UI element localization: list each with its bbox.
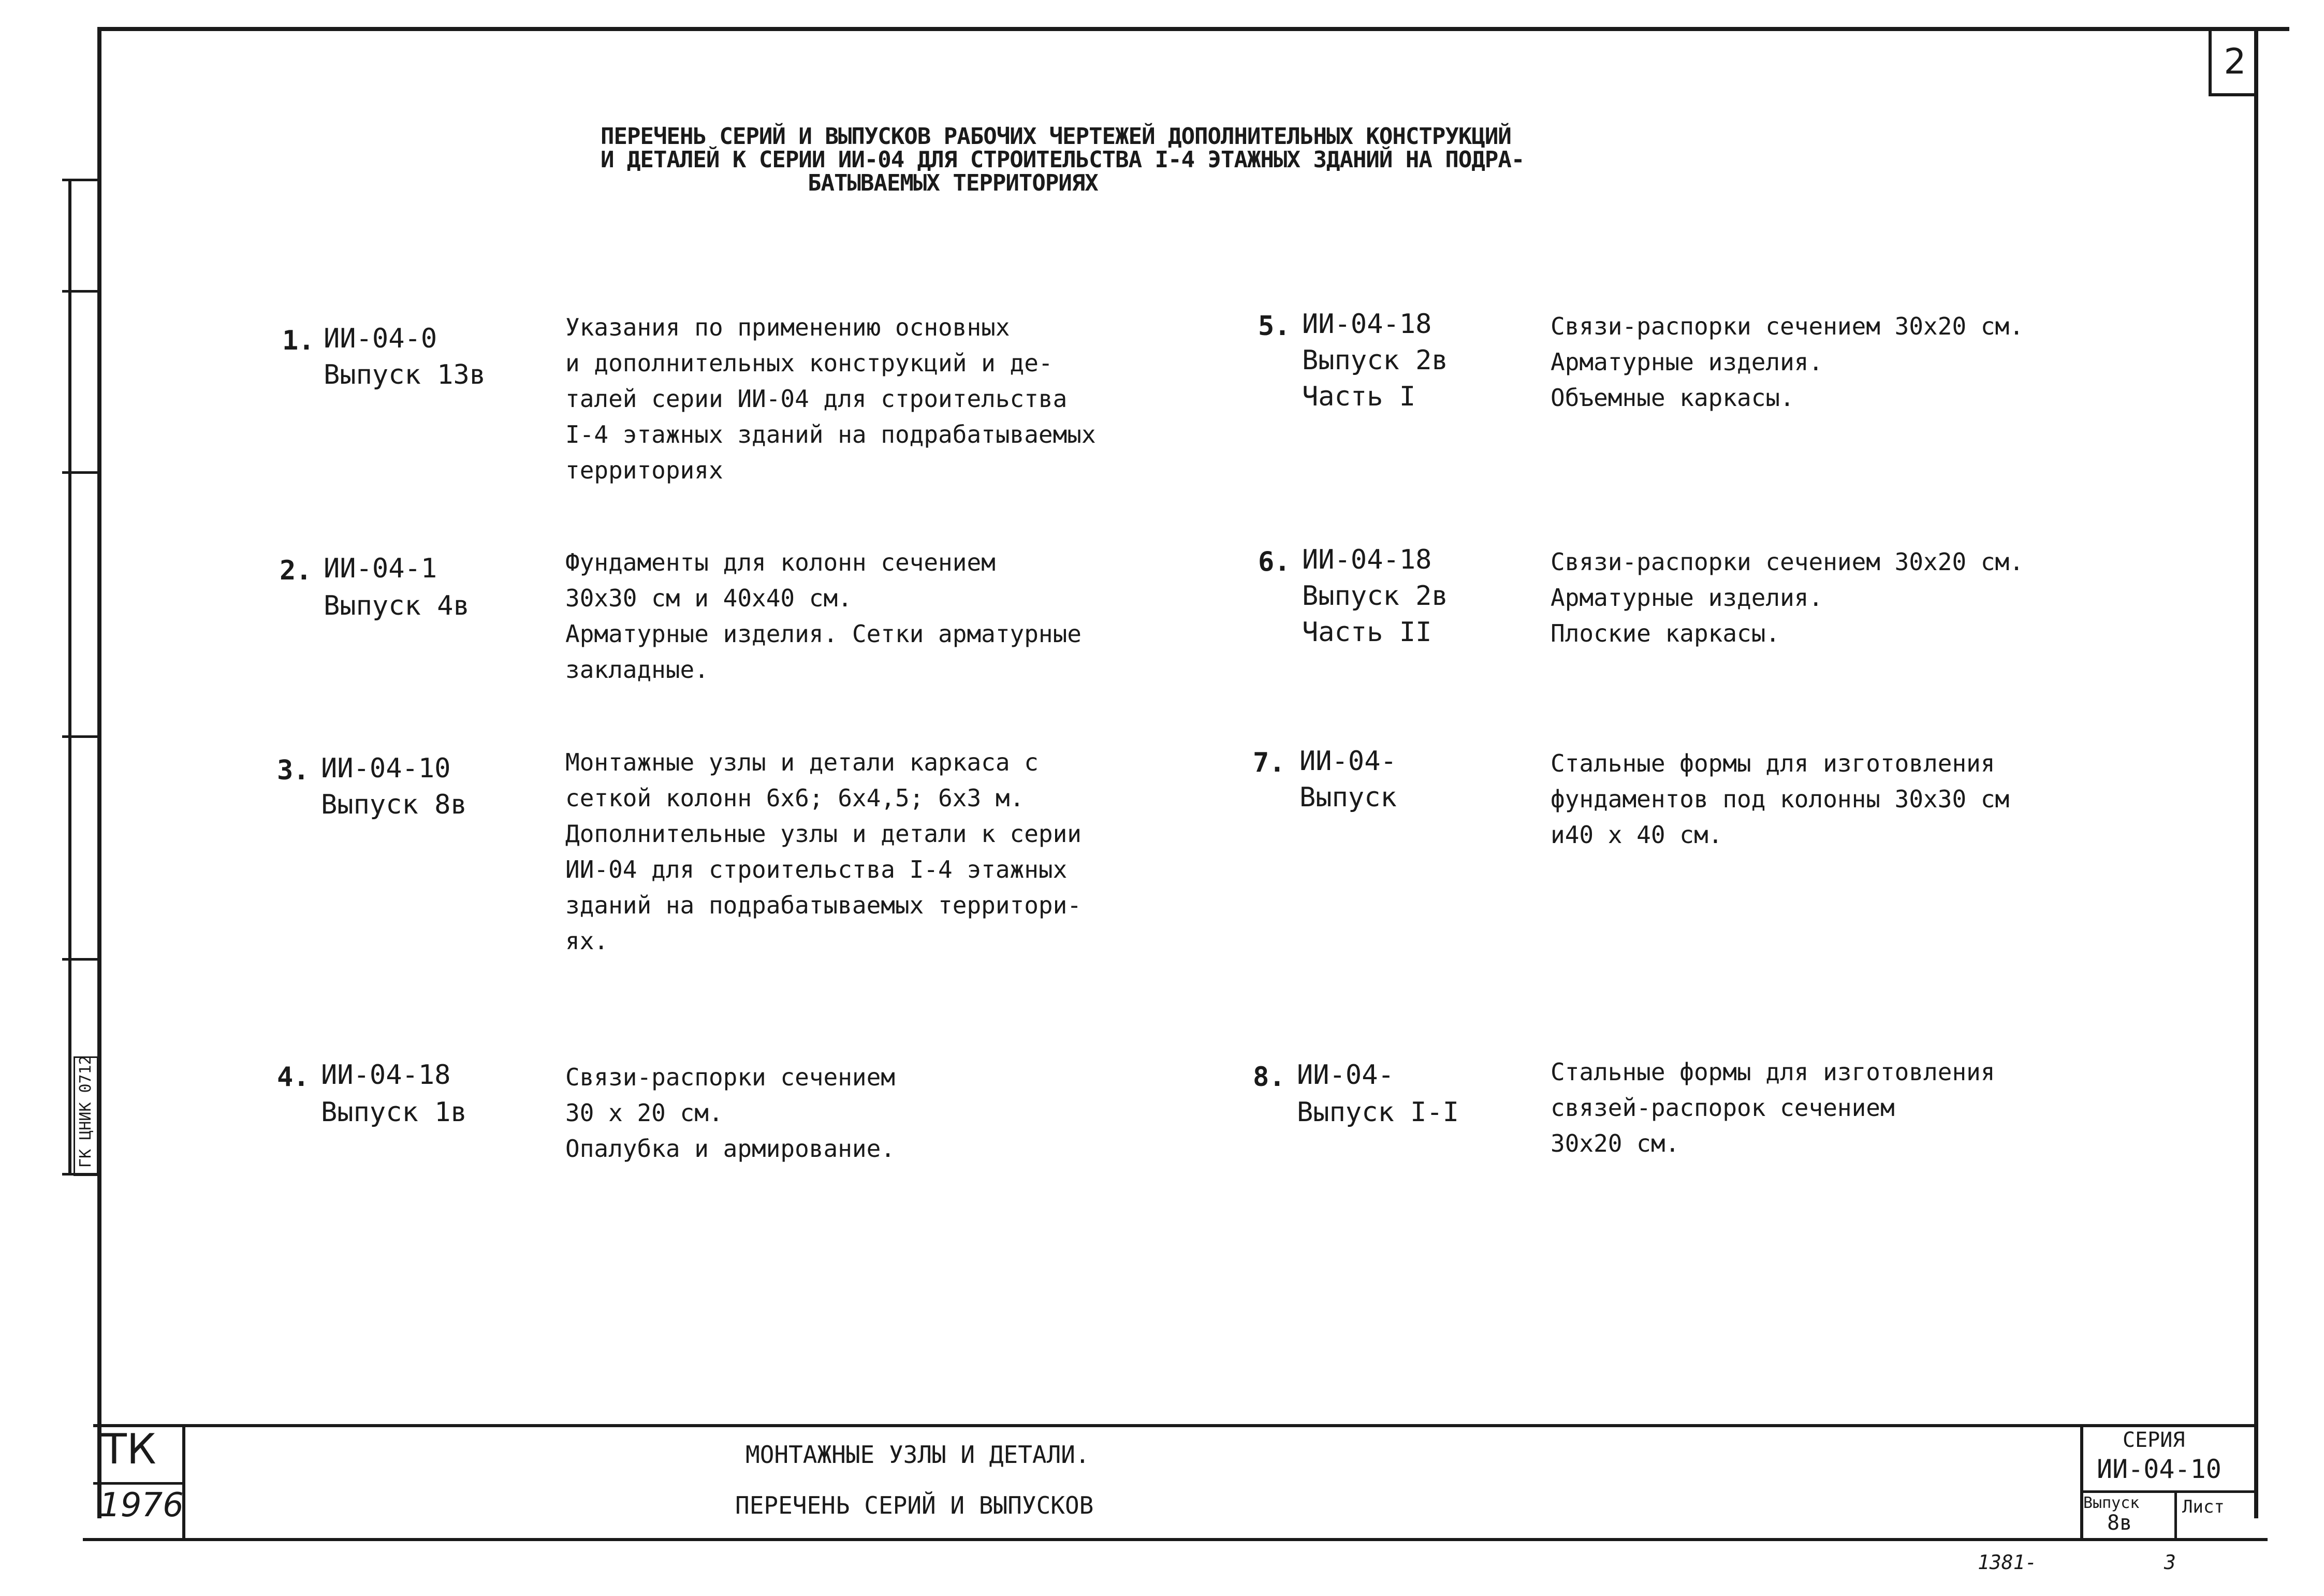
item-code: ИИ-04-0 <box>324 323 437 354</box>
page-number-box <box>2209 31 2258 96</box>
item-issue: Выпуск I-I <box>1297 1097 1459 1128</box>
bottom-note-right: 3 <box>2164 1551 2176 1574</box>
binding-tick <box>62 179 97 181</box>
binding-tick <box>62 471 97 474</box>
item-number: 2. <box>280 555 312 586</box>
item-code: ИИ-04-18 <box>1302 544 1432 575</box>
issue-value: 8в <box>2107 1511 2132 1535</box>
item-description: Стальные формы для изготовления связей-распорок сечением 30х20 см. <box>1551 1058 1995 1157</box>
item-description: Связи-распорки сечением 30х20 см. Арматурные изделия. Плоские каркасы. <box>1551 548 2024 647</box>
item-description: Монтажные узлы и детали каркаса с сеткой колонн 6х6; 6х4,5; 6х3 м. Дополнительные узлы и детали к серии ИИ-04 для строительства I-4 этажных зданий на подрабатываемых территори- ях. <box>565 748 1081 955</box>
stamp-title-line-1: МОНТАЖНЫЕ УЗЛЫ И ДЕТАЛИ. <box>746 1441 1090 1469</box>
item-number: 6. <box>1258 546 1291 577</box>
binding-line <box>68 179 71 1173</box>
frame-left <box>97 27 101 1518</box>
binding-tick <box>62 735 97 738</box>
item-issue: Выпуск 2в <box>1302 345 1448 376</box>
item-number: 1. <box>282 325 315 356</box>
title-line-3: БАТЫВАЕМЫХ ТЕРРИТОРИЯХ <box>808 170 1098 196</box>
item-part: Часть II <box>1302 617 1432 648</box>
stamp-sheet-divider <box>2174 1490 2177 1541</box>
bottom-note-left: 1381- <box>1978 1551 2037 1574</box>
stamp-series-line <box>2080 1490 2258 1493</box>
item-issue: Выпуск 2в <box>1302 581 1448 612</box>
stamp-divider-right <box>2080 1424 2083 1541</box>
item-issue: Выпуск 13в <box>324 359 486 390</box>
item-issue: Выпуск 8в <box>321 789 467 820</box>
item-number: 3. <box>277 755 310 786</box>
item-description: Фундаменты для колонн сечением 30х30 см и 40х40 см. Арматурные изделия. Сетки арматурные закладные. <box>565 548 1081 684</box>
item-part: Часть I <box>1302 381 1416 412</box>
item-code: ИИ-04-18 <box>321 1060 451 1091</box>
page-number: 2 <box>2224 41 2246 82</box>
title-line-2: И ДЕТАЛЕЙ К СЕРИИ ИИ-04 ДЛЯ СТРОИТЕЛЬСТВА I-4 ЭТАЖНЫХ ЗДАНИЙ НА ПОДРА- <box>601 147 1525 173</box>
item-description: Стальные формы для изготовления фундаментов под колонны 30х30 см и40 х 40 см. <box>1551 749 2010 849</box>
item-description: Связи-распорки сечением 30х20 см. Арматурные изделия. Объемные каркасы. <box>1551 312 2024 412</box>
item-code: ИИ-04- <box>1299 746 1397 777</box>
item-issue: Выпуск 4в <box>324 590 470 621</box>
stamp-title-line-2: ПЕРЕЧЕНЬ СЕРИЙ И ВЫПУСКОВ <box>735 1491 1094 1519</box>
item-code: ИИ-04-10 <box>321 753 451 784</box>
item-number: 8. <box>1253 1062 1285 1093</box>
item-issue: Выпуск <box>1299 782 1397 813</box>
series-value: ИИ-04-10 <box>2097 1454 2221 1484</box>
series-label: СЕРИЯ <box>2123 1428 2185 1452</box>
frame-right <box>2254 27 2258 1518</box>
title-line-1: ПЕРЕЧЕНЬ СЕРИЙ И ВЫПУСКОВ РАБОЧИХ ЧЕРТЕЖЕЙ ДОПОЛНИТЕЛЬНЫХ КОНСТРУКЦИЙ <box>601 123 1511 150</box>
item-number: 7. <box>1253 747 1285 778</box>
item-description: Связи-распорки сечением 30 х 20 см. Опалубка и армирование. <box>565 1063 895 1163</box>
stamp-divider-mid <box>93 1482 184 1485</box>
frame-bottom <box>83 1538 2268 1541</box>
binding-tick <box>62 958 97 961</box>
frame-top <box>98 27 2289 31</box>
stamp-top-line <box>93 1424 2257 1427</box>
item-description: Указания по применению основных и дополнительных конструкций и де- талей серии ИИ-04 для строительства I-4 этажных зданий на подрабатываемых территориях <box>565 313 1096 484</box>
binding-tick <box>62 290 97 293</box>
item-issue: Выпуск 1в <box>321 1097 467 1128</box>
year-label: 1976 <box>99 1486 184 1525</box>
item-number: 4. <box>277 1062 310 1093</box>
item-code: ИИ-04-18 <box>1302 309 1432 340</box>
sheet-label: Лист <box>2182 1497 2225 1517</box>
item-number: 5. <box>1258 311 1291 342</box>
organization-label: ТК <box>101 1425 156 1473</box>
issue-label: Выпуск <box>2083 1494 2140 1512</box>
side-stamp-text: ГК ЦНИК 0712 <box>77 1055 95 1168</box>
item-code: ИИ-04-1 <box>324 553 437 584</box>
item-code: ИИ-04- <box>1297 1060 1394 1091</box>
